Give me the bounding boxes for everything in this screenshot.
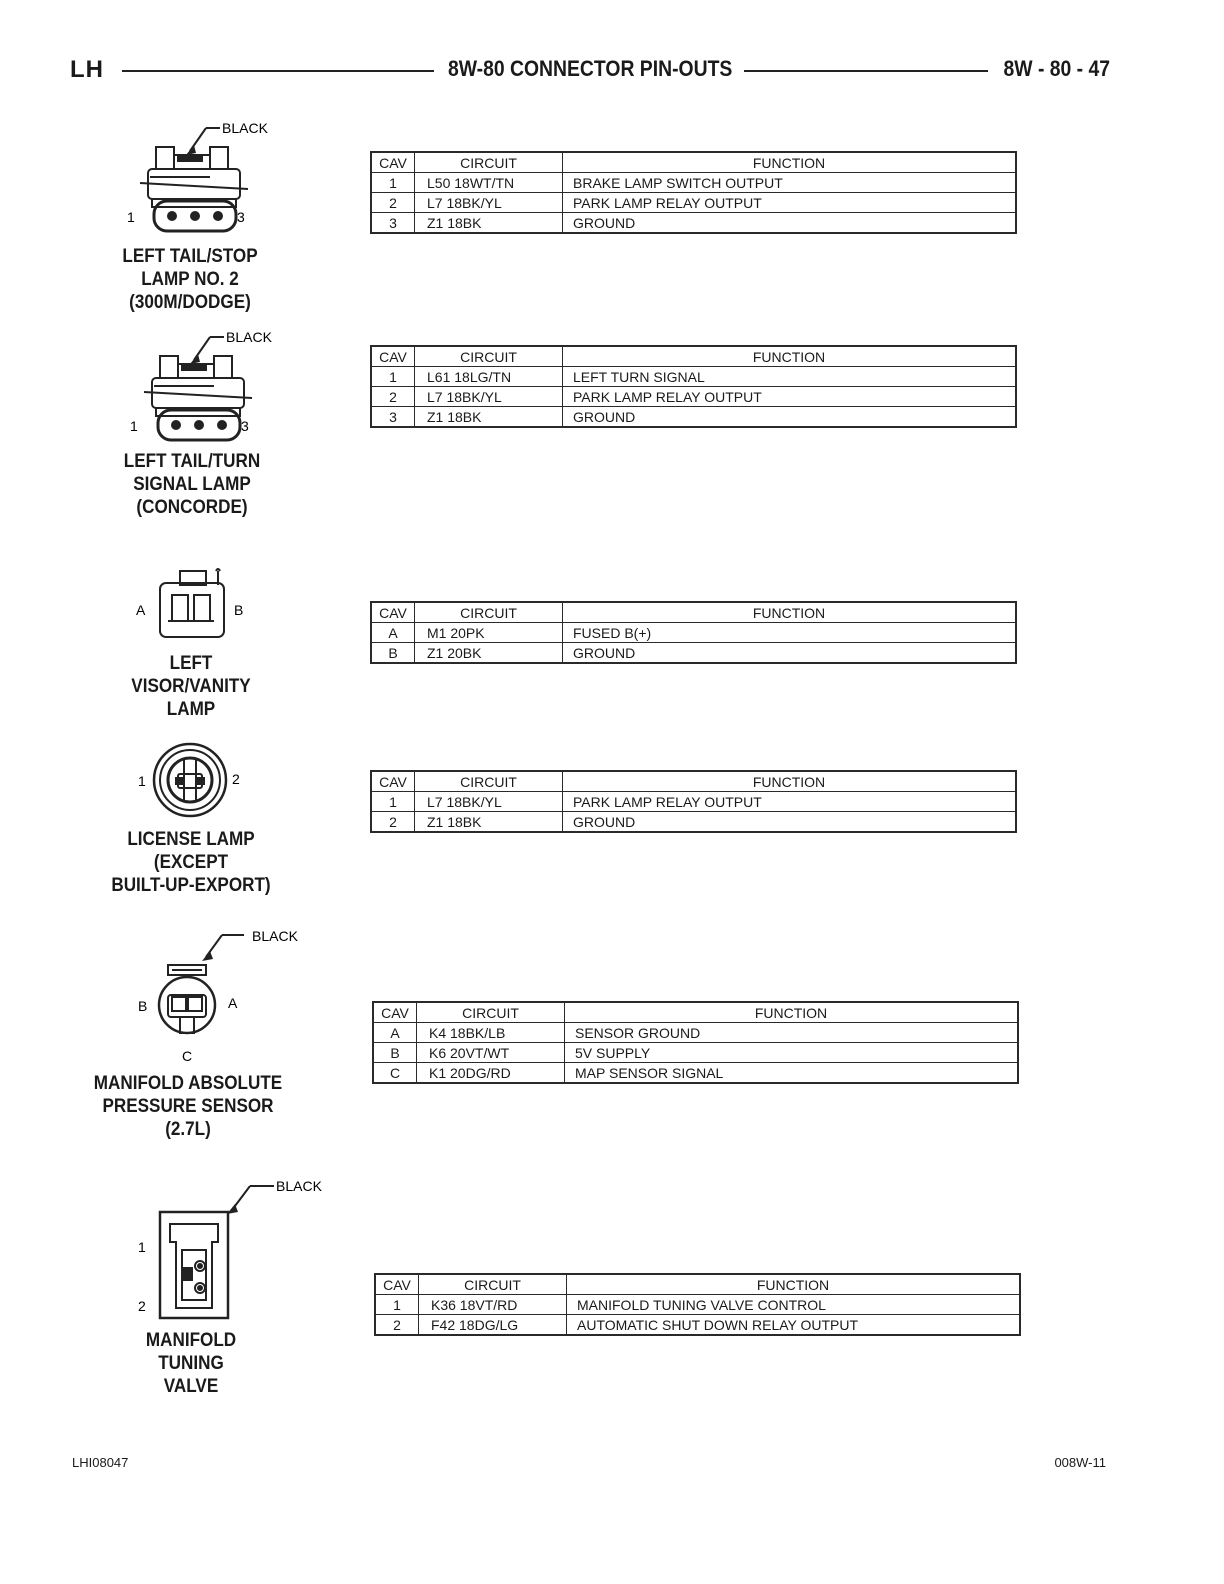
table-row: B Z1 20BK GROUND (371, 643, 1016, 664)
cav-header: CAV (371, 602, 415, 623)
connector-drawing (130, 1172, 330, 1322)
connector-drawing (120, 115, 280, 235)
pinout-table-map-sensor (372, 1001, 1019, 1084)
pinout-table-left-tail-stop (370, 151, 1017, 234)
circuit-header: CIRCUIT (415, 152, 563, 173)
cav-header: CAV (375, 1274, 419, 1295)
table-row: 2 L7 18BK/YL PARK LAMP RELAY OUTPUT (371, 193, 1016, 213)
table-row: 1 L7 18BK/YL PARK LAMP RELAY OUTPUT (371, 792, 1016, 812)
function-header: FUNCTION (567, 1274, 1021, 1295)
table-header-row (371, 152, 1016, 173)
pin-label: C (182, 1048, 193, 1064)
table-header-row (371, 602, 1016, 623)
circuit-header: CIRCUIT (415, 771, 563, 792)
pin-label: 1 (138, 1239, 146, 1255)
function-header: FUNCTION (565, 1002, 1019, 1023)
table-row: A M1 20PK FUSED B(+) (371, 623, 1016, 643)
table-row: 3 Z1 18BK GROUND (371, 407, 1016, 428)
connector-drawing (130, 925, 310, 1070)
pin-label: 1 (127, 209, 135, 225)
pin-label: 1 (138, 773, 146, 789)
header-rule-right (744, 70, 988, 72)
connector-caption: LEFT TAIL/TURN SIGNAL LAMP (CONCORDE) (123, 451, 261, 518)
pinout-table-license-lamp (370, 770, 1017, 833)
pinout-table-left-visor-vanity (370, 601, 1017, 664)
connector-caption: MANIFOLD TUNING VALVE (145, 1330, 237, 1397)
pinout-table-manifold-tuning-valve (374, 1273, 1021, 1336)
pin-label: 3 (241, 418, 249, 434)
wire-color-label: BLACK (252, 928, 298, 944)
connector-drawing (130, 740, 260, 820)
cav-header: CAV (371, 771, 415, 792)
document-code: 008W-11 (1054, 1455, 1106, 1470)
pin-label: 1 (130, 418, 138, 434)
pin-label: 2 (138, 1298, 146, 1314)
table-row: 3 Z1 18BK GROUND (371, 213, 1016, 234)
pin-label: B (138, 998, 148, 1014)
table-header-row (375, 1274, 1020, 1295)
function-header: FUNCTION (563, 152, 1017, 173)
pin-label: A (228, 995, 238, 1011)
pin-label: 3 (237, 209, 245, 225)
circuit-header: CIRCUIT (419, 1274, 567, 1295)
table-row: 2 Z1 18BK GROUND (371, 812, 1016, 833)
cav-header: CAV (371, 152, 415, 173)
table-row: B K6 20VT/WT 5V SUPPLY (373, 1043, 1018, 1063)
connector-caption: MANIFOLD ABSOLUTE PRESSURE SENSOR (2.7L) (93, 1073, 283, 1140)
page-title: 8W-80 CONNECTOR PIN-OUTS (448, 56, 733, 81)
connector-caption: LEFT TAIL/STOP LAMP NO. 2 (300M/DODGE) (122, 246, 258, 313)
table-row: 2 F42 18DG/LG AUTOMATIC SHUT DOWN RELAY OUTPUT (375, 1315, 1020, 1336)
figure-id: LHI08047 (72, 1455, 129, 1470)
table-row: 1 K36 18VT/RD MANIFOLD TUNING VALVE CONTROL (375, 1295, 1020, 1315)
pin-label: A (136, 602, 146, 618)
table-row: 1 L50 18WT/TN BRAKE LAMP SWITCH OUTPUT (371, 173, 1016, 193)
connector-caption: LEFT VISOR/VANITY LAMP (131, 653, 251, 720)
wire-color-label: BLACK (226, 329, 272, 345)
cav-header: CAV (371, 346, 415, 367)
circuit-header: CIRCUIT (415, 602, 563, 623)
pinout-table-left-tail-turn (370, 345, 1017, 428)
table-header-row (373, 1002, 1018, 1023)
connector-drawing (130, 565, 260, 645)
pin-label: B (234, 602, 244, 618)
page-number: 8W - 80 - 47 (1003, 56, 1110, 81)
page-header (70, 54, 1110, 88)
function-header: FUNCTION (563, 602, 1017, 623)
header-rule-left (122, 70, 434, 72)
circuit-header: CIRCUIT (417, 1002, 565, 1023)
connector-drawing (124, 324, 284, 444)
wire-color-label: BLACK (222, 120, 268, 136)
section-code: LH (70, 56, 104, 83)
function-header: FUNCTION (563, 771, 1017, 792)
table-header-row (371, 346, 1016, 367)
table-row: A K4 18BK/LB SENSOR GROUND (373, 1023, 1018, 1043)
table-row: C K1 20DG/RD MAP SENSOR SIGNAL (373, 1063, 1018, 1084)
wire-color-label: BLACK (276, 1178, 322, 1194)
circuit-header: CIRCUIT (415, 346, 563, 367)
table-row: 1 L61 18LG/TN LEFT TURN SIGNAL (371, 367, 1016, 387)
table-header-row (371, 771, 1016, 792)
function-header: FUNCTION (563, 346, 1017, 367)
cav-header: CAV (373, 1002, 417, 1023)
table-row: 2 L7 18BK/YL PARK LAMP RELAY OUTPUT (371, 387, 1016, 407)
pin-label: 2 (232, 771, 240, 787)
connector-caption: LICENSE LAMP (EXCEPT BUILT-UP-EXPORT) (111, 829, 271, 896)
